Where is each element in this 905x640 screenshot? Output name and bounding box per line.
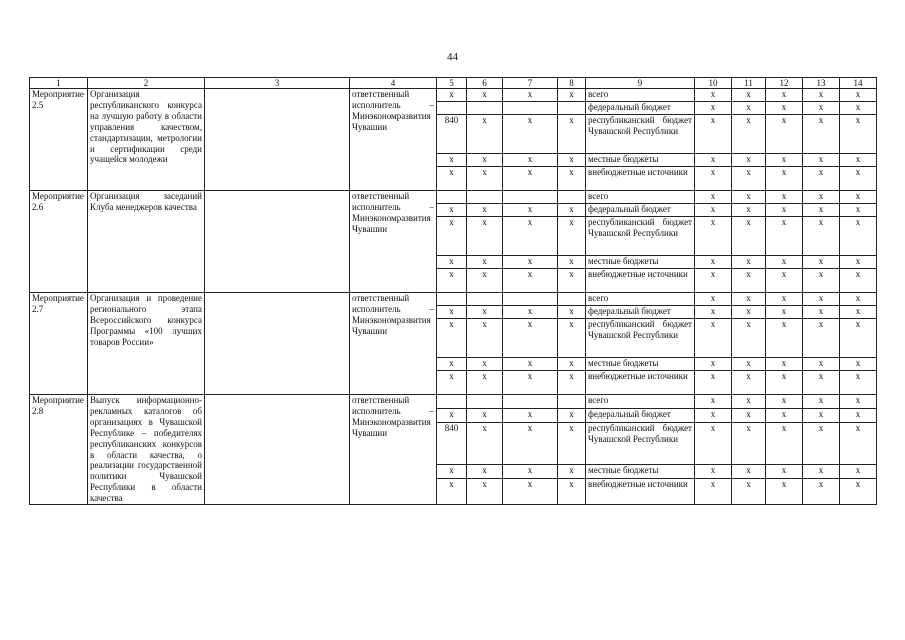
code-cell [437, 191, 467, 204]
year-value: x [803, 217, 840, 256]
year-value: x [803, 465, 840, 479]
year-value: x [766, 371, 803, 395]
year-value: x [695, 115, 732, 154]
code-cell: x [437, 89, 467, 102]
code-cell: x [467, 371, 503, 395]
code-cell: x [467, 204, 503, 217]
year-value: x [695, 409, 732, 423]
year-value: x [766, 409, 803, 423]
year-value: x [803, 479, 840, 505]
year-value: x [695, 102, 732, 115]
year-value: x [803, 371, 840, 395]
responsible-executor: ответственный исполнитель – Минэкономразвития Чувашии [350, 293, 437, 395]
code-cell: x [467, 256, 503, 269]
code-cell: x [503, 479, 558, 505]
code-cell: x [558, 423, 586, 465]
year-value: x [840, 115, 877, 154]
activity-name: Мероприятие 2.7 [30, 293, 88, 395]
year-value: x [732, 409, 766, 423]
column-header: 11 [732, 78, 766, 89]
year-value: x [732, 256, 766, 269]
year-value: x [695, 306, 732, 319]
responsible-executor: ответственный исполнитель – Минэкономразвития Чувашии [350, 89, 437, 191]
responsible-executor: ответственный исполнитель – Минэкономразвития Чувашии [350, 191, 437, 293]
code-cell: x [503, 269, 558, 293]
funding-source: внебюджетные источники [586, 167, 695, 191]
year-value: x [803, 319, 840, 358]
code-cell: x [467, 409, 503, 423]
code-cell: x [467, 217, 503, 256]
funding-source: федеральный бюджет [586, 306, 695, 319]
year-value: x [840, 306, 877, 319]
column-header: 3 [205, 78, 350, 89]
funding-source: всего [586, 89, 695, 102]
funding-source: республиканский бюджет Чувашской Республики [586, 423, 695, 465]
year-value: x [766, 395, 803, 409]
code-cell [467, 395, 503, 409]
code-cell: x [437, 465, 467, 479]
code-cell: x [467, 269, 503, 293]
year-value: x [695, 269, 732, 293]
year-value: x [840, 217, 877, 256]
table-row [30, 395, 877, 409]
year-value: x [766, 306, 803, 319]
year-value: x [695, 154, 732, 167]
code-cell: x [467, 89, 503, 102]
column-header: 10 [695, 78, 732, 89]
responsible-executor: ответственный исполнитель – Минэкономразвития Чувашии [350, 395, 437, 505]
code-cell: 840 [437, 423, 467, 465]
code-cell [503, 102, 558, 115]
empty-cell [205, 293, 350, 395]
year-value: x [803, 423, 840, 465]
code-cell: x [437, 217, 467, 256]
year-value: x [803, 167, 840, 191]
year-value: x [840, 89, 877, 102]
activity-name: Мероприятие 2.5 [30, 89, 88, 191]
activity-description: Организация и проведение регионального этапа Всероссийского конкурса Программы «100 лучших товаров России» [88, 293, 205, 395]
funding-source: внебюджетные источники [586, 371, 695, 395]
code-cell: x [558, 306, 586, 319]
code-cell [558, 191, 586, 204]
code-cell: x [437, 269, 467, 293]
code-cell: 840 [437, 115, 467, 154]
year-value: x [803, 154, 840, 167]
code-cell: x [437, 358, 467, 371]
column-header: 13 [803, 78, 840, 89]
code-cell [437, 395, 467, 409]
year-value: x [732, 306, 766, 319]
code-cell: x [437, 409, 467, 423]
code-cell: x [503, 89, 558, 102]
code-cell: x [558, 319, 586, 358]
code-cell: x [503, 465, 558, 479]
year-value: x [840, 167, 877, 191]
year-value: x [695, 89, 732, 102]
year-value: x [695, 423, 732, 465]
code-cell: x [503, 319, 558, 358]
code-cell: x [503, 204, 558, 217]
funding-source: местные бюджеты [586, 465, 695, 479]
funding-source: республиканский бюджет Чувашской Республики [586, 217, 695, 256]
year-value: x [766, 217, 803, 256]
column-header: 8 [558, 78, 586, 89]
column-header: 1 [30, 78, 88, 89]
table-row [30, 191, 877, 204]
year-value: x [803, 204, 840, 217]
code-cell: x [558, 154, 586, 167]
year-value: x [695, 191, 732, 204]
year-value: x [695, 358, 732, 371]
code-cell: x [503, 409, 558, 423]
year-value: x [803, 191, 840, 204]
year-value: x [840, 371, 877, 395]
year-value: x [766, 191, 803, 204]
year-value: x [732, 115, 766, 154]
code-cell [558, 102, 586, 115]
code-cell: x [437, 371, 467, 395]
column-header: 14 [840, 78, 877, 89]
table-row [30, 293, 877, 306]
year-value: x [695, 217, 732, 256]
year-value: x [803, 115, 840, 154]
activity-name: Мероприятие 2.8 [30, 395, 88, 505]
activity-description: Организация республиканского конкурса на лучшую работу в области управления качеством, стандартизации, метрологии и сертификации среди учащейся молодежи [88, 89, 205, 191]
funding-source: республиканский бюджет Чувашской Республики [586, 319, 695, 358]
code-cell: x [467, 358, 503, 371]
code-cell: x [503, 115, 558, 154]
funding-source: всего [586, 395, 695, 409]
code-cell [437, 102, 467, 115]
code-cell: x [467, 479, 503, 505]
year-value: x [732, 204, 766, 217]
year-value: x [840, 395, 877, 409]
year-value: x [732, 395, 766, 409]
year-value: x [803, 89, 840, 102]
year-value: x [840, 409, 877, 423]
code-cell: x [437, 204, 467, 217]
code-cell: x [467, 167, 503, 191]
empty-cell [205, 89, 350, 191]
year-value: x [766, 89, 803, 102]
code-cell: x [558, 217, 586, 256]
funding-source: федеральный бюджет [586, 204, 695, 217]
year-value: x [695, 319, 732, 358]
code-cell [558, 395, 586, 409]
funding-source: федеральный бюджет [586, 102, 695, 115]
code-cell: x [503, 371, 558, 395]
year-value: x [766, 167, 803, 191]
year-value: x [840, 293, 877, 306]
year-value: x [803, 358, 840, 371]
funding-source: местные бюджеты [586, 358, 695, 371]
year-value: x [695, 395, 732, 409]
activity-description: Выпуск информационно-рекламных каталогов об организациях в Чувашской Республике – победителях республиканских конкурсов в области качества, о реализации государственной политики Чувашской Республики в области качества [88, 395, 205, 505]
year-value: x [732, 371, 766, 395]
code-cell: x [503, 256, 558, 269]
year-value: x [840, 358, 877, 371]
column-header: 12 [766, 78, 803, 89]
funding-source: всего [586, 293, 695, 306]
year-value: x [732, 191, 766, 204]
code-cell: x [437, 167, 467, 191]
year-value: x [695, 371, 732, 395]
code-cell [467, 191, 503, 204]
code-cell: x [467, 306, 503, 319]
column-header: 7 [503, 78, 558, 89]
code-cell: x [503, 217, 558, 256]
year-value: x [695, 479, 732, 505]
header-row [30, 78, 877, 89]
column-header: 5 [437, 78, 467, 89]
code-cell: x [558, 256, 586, 269]
year-value: x [803, 293, 840, 306]
year-value: x [695, 256, 732, 269]
code-cell: x [558, 358, 586, 371]
code-cell [437, 293, 467, 306]
year-value: x [803, 102, 840, 115]
column-header: 6 [467, 78, 503, 89]
empty-cell [205, 395, 350, 505]
year-value: x [766, 465, 803, 479]
year-value: x [840, 465, 877, 479]
year-value: x [803, 409, 840, 423]
year-value: x [695, 465, 732, 479]
year-value: x [766, 154, 803, 167]
code-cell: x [558, 115, 586, 154]
year-value: x [840, 479, 877, 505]
year-value: x [840, 191, 877, 204]
year-value: x [840, 256, 877, 269]
funding-source: местные бюджеты [586, 256, 695, 269]
year-value: x [732, 319, 766, 358]
year-value: x [732, 423, 766, 465]
year-value: x [732, 167, 766, 191]
table-row [30, 89, 877, 102]
code-cell: x [558, 167, 586, 191]
code-cell: x [437, 256, 467, 269]
year-value: x [803, 395, 840, 409]
year-value: x [732, 154, 766, 167]
year-value: x [732, 479, 766, 505]
year-value: x [766, 423, 803, 465]
code-cell [467, 293, 503, 306]
year-value: x [766, 479, 803, 505]
year-value: x [766, 115, 803, 154]
code-cell: x [437, 319, 467, 358]
code-cell: x [558, 479, 586, 505]
year-value: x [732, 293, 766, 306]
page-number: 44 [447, 51, 458, 63]
code-cell: x [558, 269, 586, 293]
year-value: x [803, 256, 840, 269]
program-table [29, 77, 877, 505]
year-value: x [732, 269, 766, 293]
funding-source: федеральный бюджет [586, 409, 695, 423]
year-value: x [766, 269, 803, 293]
code-cell: x [503, 167, 558, 191]
code-cell: x [503, 154, 558, 167]
year-value: x [766, 293, 803, 306]
code-cell: x [558, 465, 586, 479]
year-value: x [840, 269, 877, 293]
year-value: x [732, 465, 766, 479]
funding-source: внебюджетные источники [586, 479, 695, 505]
year-value: x [732, 102, 766, 115]
column-header: 9 [586, 78, 695, 89]
year-value: x [695, 293, 732, 306]
year-value: x [803, 306, 840, 319]
funding-source: республиканский бюджет Чувашской Республики [586, 115, 695, 154]
code-cell: x [503, 423, 558, 465]
funding-source: всего [586, 191, 695, 204]
code-cell: x [558, 409, 586, 423]
code-cell [467, 102, 503, 115]
year-value: x [732, 217, 766, 256]
code-cell: x [467, 319, 503, 358]
year-value: x [732, 358, 766, 371]
column-header: 4 [350, 78, 437, 89]
year-value: x [840, 102, 877, 115]
year-value: x [803, 269, 840, 293]
year-value: x [766, 358, 803, 371]
year-value: x [695, 167, 732, 191]
year-value: x [840, 154, 877, 167]
year-value: x [732, 89, 766, 102]
year-value: x [840, 423, 877, 465]
code-cell: x [467, 423, 503, 465]
code-cell: x [503, 306, 558, 319]
activity-name: Мероприятие 2.6 [30, 191, 88, 293]
code-cell: x [467, 115, 503, 154]
code-cell: x [437, 306, 467, 319]
code-cell: x [558, 371, 586, 395]
column-header: 2 [88, 78, 205, 89]
code-cell: x [437, 479, 467, 505]
code-cell: x [503, 358, 558, 371]
code-cell [503, 293, 558, 306]
code-cell: x [467, 154, 503, 167]
code-cell [503, 395, 558, 409]
year-value: x [840, 204, 877, 217]
year-value: x [766, 319, 803, 358]
funding-source: внебюджетные источники [586, 269, 695, 293]
code-cell [503, 191, 558, 204]
code-cell: x [467, 465, 503, 479]
empty-cell [205, 191, 350, 293]
code-cell [558, 293, 586, 306]
code-cell: x [558, 89, 586, 102]
activity-description: Организация заседаний Клуба менеджеров качества [88, 191, 205, 293]
code-cell: x [558, 204, 586, 217]
code-cell: x [437, 154, 467, 167]
year-value: x [840, 319, 877, 358]
year-value: x [766, 102, 803, 115]
year-value: x [695, 204, 732, 217]
year-value: x [766, 204, 803, 217]
year-value: x [766, 256, 803, 269]
funding-source: местные бюджеты [586, 154, 695, 167]
